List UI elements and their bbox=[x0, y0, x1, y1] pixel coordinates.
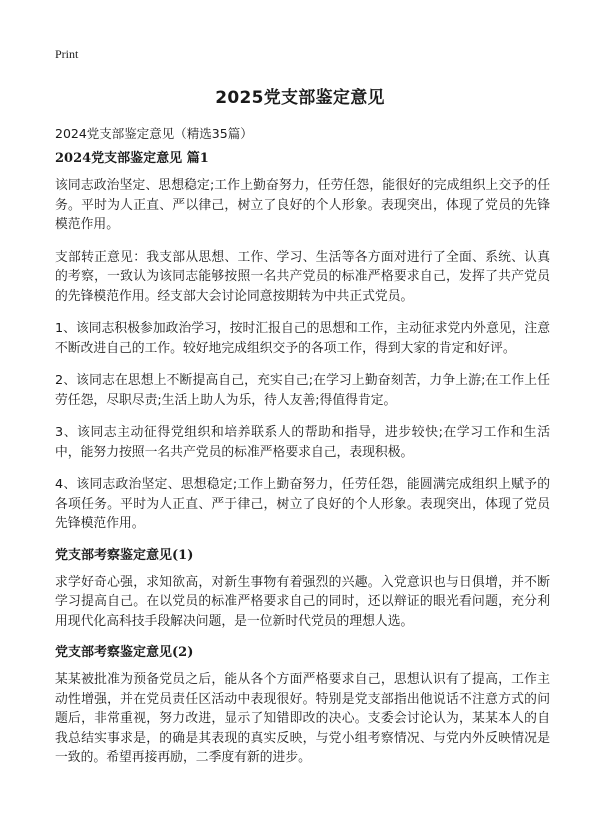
paragraph: 3、该同志主动征得党组织和培养联系人的帮助和指导，进步较快;在学习工作和生活中，能努力按照一名共产党员的标准严格要求自己，表现积极。 bbox=[55, 425, 550, 460]
paragraph: 该同志政治坚定、思想稳定;工作上勤奋努力，任劳任怨，能很好的完成组织上交予的任务。平时为人正直、严以律己，树立了良好的个人形象。表现突出，体现了党员的先锋模范作用。 bbox=[55, 178, 550, 232]
section-heading: 党支部考察鉴定意见(1) bbox=[55, 547, 194, 563]
paragraph: 支部转正意见：我支部从思想、工作、学习、生活等各方面对进行了全面、系统、认真的考察，一致认为该同志能够按照一名共产党员的标准严格要求自己，发挥了共产党员的先锋模范作用。经支部大会讨论同意按期转为中共正式党员。 bbox=[55, 249, 550, 304]
document-subtitle: 2024党支部鉴定意见（精选35篇） bbox=[55, 126, 253, 141]
paragraph: 某某被批准为预备党员之后，能从各个方面严格要求自己，思想认识有了提高，工作主动性增强，并在党员责任区活动中表现很好。特别是党支部指出他说话不注意方式的问题后，非常重视，努力改进，显示了知错即改的决心。支委会讨论认为，某某本人的自我总结实事求是，的确是其表现的真实反映，与党小组考察情况、与党内外反映情况是一致的。希望再接再励，二季度有新的进步。 bbox=[55, 672, 550, 765]
document-title: 2025党支部鉴定意见 bbox=[215, 88, 385, 108]
paragraph: 4、该同志政治坚定、思想稳定;工作上勤奋努力，任劳任怨，能圆满完成组织上赋予的各项任务。平时为人正直、严于律己，树立了良好的个人形象。表现突出，体现了党员先锋模范作用。 bbox=[55, 477, 550, 531]
paragraph: 1、该同志积极参加政治学习，按时汇报自己的思想和工作，主动征求党内外意见，注意不断改进自己的工作。较好地完成组织交予的各项工作，得到大家的肯定和好评。 bbox=[55, 321, 550, 356]
section-1 bbox=[55, 150, 550, 534]
section-3 bbox=[55, 644, 550, 768]
section-2 bbox=[55, 547, 550, 632]
print-label: Print bbox=[55, 47, 79, 61]
paragraph: 2、该同志在思想上不断提高自己，充实自己;在学习上勤奋刻苦，力争上游;在工作上任劳任怨，尽职尽责;生活上助人为乐，待人友善;得值得肯定。 bbox=[55, 373, 550, 408]
section-heading: 党支部考察鉴定意见(2) bbox=[55, 645, 194, 660]
section-heading: 2024党支部鉴定意见 篇1 bbox=[55, 151, 209, 166]
paragraph: 求学好奇心强，求知欲高，对新生事物有着强烈的兴趣。入党意识也与日俱增，并不断学习提高自己。在以党员的标准严格要求自己的同时，还以辩证的眼光看问题，充分利用现代化高科技手段解决问题，是一位新时代党员的理想人选。 bbox=[55, 574, 550, 629]
document-body bbox=[55, 150, 550, 781]
